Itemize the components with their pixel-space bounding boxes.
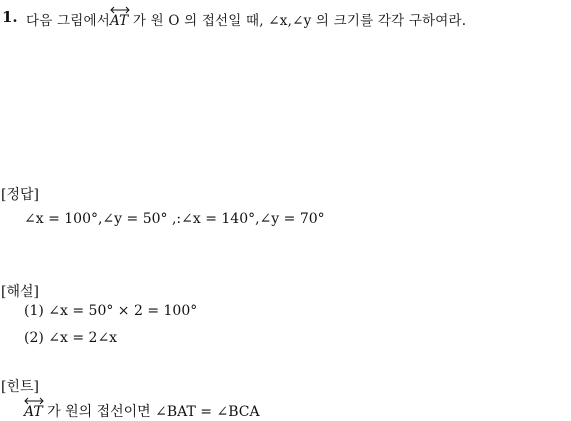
question-number: 1. xyxy=(2,8,18,26)
solution-label: [해설] xyxy=(1,284,39,300)
hint-body: 가 원의 접선이면 ∠BAT = ∠BCA xyxy=(42,404,260,420)
question-text xyxy=(26,9,466,29)
solution-step-1: (1) ∠x = 50° × 2 = 100° xyxy=(24,303,198,319)
question-text-before: 다음 그림에서 xyxy=(26,13,110,29)
question-text-after: 가 원 O 의 접선일 때, ∠x,∠y 의 크기를 각각 구하여라. xyxy=(132,13,467,29)
hint-line-name: AT xyxy=(24,404,43,420)
solution-step-2: (2) ∠x = 2∠x xyxy=(24,330,118,346)
hint-text xyxy=(24,401,260,421)
double-arrow-icon xyxy=(110,6,130,14)
double-arrow-icon xyxy=(24,397,44,405)
hint-line-at-symbol xyxy=(24,404,43,420)
hint-label: [힌트] xyxy=(1,379,39,395)
question-line-name: AT xyxy=(109,13,129,29)
answer-label: [정답] xyxy=(1,187,39,203)
line-at-symbol xyxy=(110,13,128,29)
answer-text: ∠x = 100°,∠y = 50° ,:∠x = 140°,∠y = 70° xyxy=(24,211,325,227)
